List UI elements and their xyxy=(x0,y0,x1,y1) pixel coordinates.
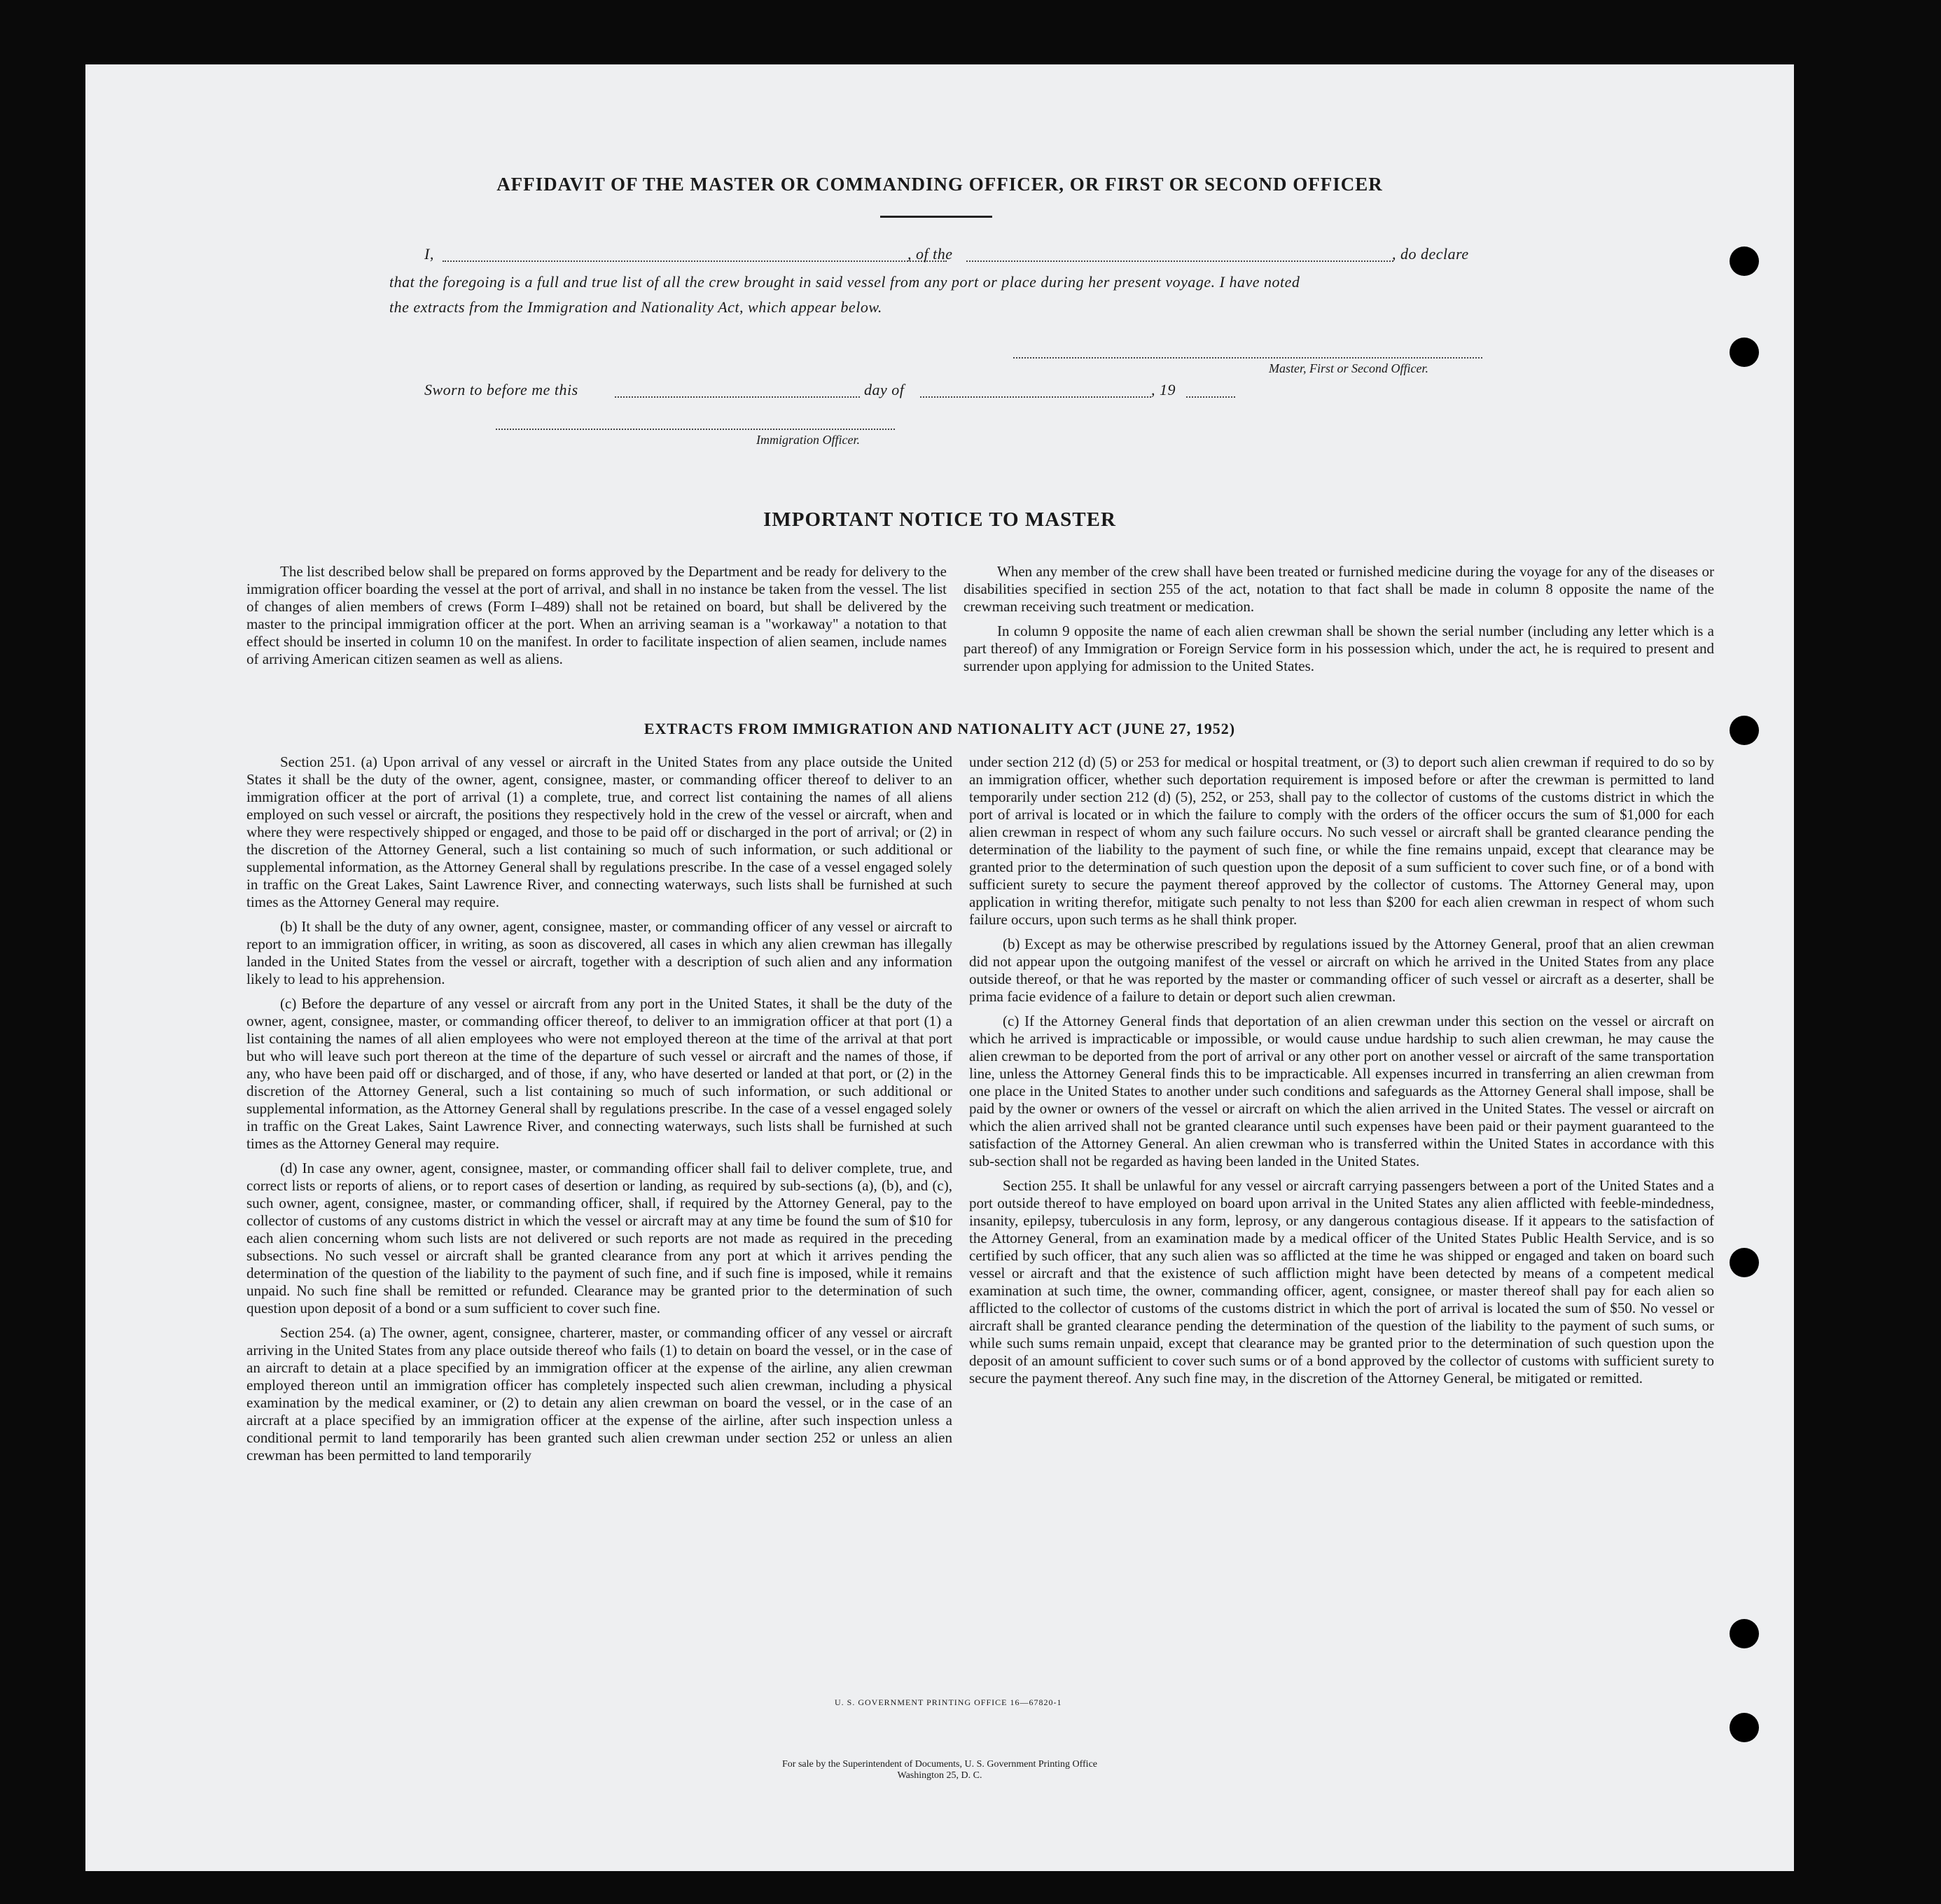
master-signature-label: Master, First or Second Officer. xyxy=(1269,361,1428,375)
punch-hole xyxy=(1730,1713,1759,1742)
footer xyxy=(85,1759,1794,1781)
section-251d: (d) In case any owner, agent, consignee, master, or commanding officer shall fail to deliver complete, true, and correct lists or reports of aliens, or to report cases of desertion or landing, as required by sub-sections (a), (b), and (c), such owner, agent, consignee, master, or commanding officer, shall, if required by the Attorney General, pay to the collector of customs of any customs district in which the vessel or aircraft may at any time be found the sum of $10 for each alien concerning whom such lists are not delivered or such reports are not made as required in the preceding subsections. No such vessel or aircraft shall be granted clearance from any port at which it arrives pending the determination of the question of the liability to the payment of such fine, and if such fine is imposed, while it remains unpaid. No such fine shall be remitted or refunded. Clearance may be granted prior to the determination of such question upon deposit of a bond or a sum sufficient to cover such fine. xyxy=(246,1160,952,1316)
sworn-label: Sworn to before me this xyxy=(424,381,578,398)
printer-line: U. S. GOVERNMENT PRINTING OFFICE 16—67820-1 xyxy=(835,1697,1062,1707)
footer-line-1: For sale by the Superintendent of Documents, U. S. Government Printing Office xyxy=(782,1759,1097,1770)
vessel-blank[interactable] xyxy=(966,260,1393,262)
section-254a-continued: under section 212 (d) (5) or 253 for medical or hospital treatment, or (3) to deport such alien crewman if required to do so by an immigration officer, whether such deportation requirement is imposed before or after the crewman is permitted to land temporarily under section 212 (d) (5), 252, or 253, shall pay to the collector of customs of the customs district in which the port of arrival is located or in which the failure to comply with the orders of the officer occurs the sum of $1,000 for each alien crewman in respect of whom any such failure occurs. No such vessel or aircraft shall be granted clearance pending the determination of the liability to the payment of such fine, or while the fine remains unpaid, except that clearance may be granted prior to the determination of such question upon the deposit of a sum sufficient to cover such fine, or of a bond with sufficient surety to secure the payment thereof approved by the collector of customs. The Attorney General may, upon application in writing therefor, mitigate such penalty to not less than $200 for each alien crewman in respect of whom such failure occurs, upon such terms as he shall think proper. xyxy=(969,753,1714,928)
affidavit-line1-end: , do declare xyxy=(1392,245,1469,263)
extracts-title: EXTRACTS FROM IMMIGRATION AND NATIONALITY ACT (JUNE 27, 1952) xyxy=(643,720,1236,737)
affidavit-line1-mid: , of the xyxy=(907,245,953,263)
immigration-officer-signature-line[interactable] xyxy=(496,429,895,430)
affidavit-line3: the extracts from the Immigration and Nationality Act, which appear below. xyxy=(389,298,882,316)
immigration-officer-label: Immigration Officer. xyxy=(756,433,860,447)
year-blank[interactable] xyxy=(1186,396,1235,398)
section-251c: (c) Before the departure of any vessel or aircraft from any port in the United States, it shall be the duty of the owner, agent, consignee, master, or commanding officer thereof, to deliver to an immigration officer at that port (1) a list containing the names of all alien employees who were not employed thereon at the time of the arrival at that port but who will leave such port thereon at the time of the departure of such vessel or aircraft and the names of those, if any, who have been paid off or discharged, and of those, if any, who have deserted or landed at that port, or (2) in the discretion of the Attorney General, such a list containing so much of such information, or such additional or supplemental information, as the Attorney General shall by regulations prescribe. In the case of a vessel engaged solely in traffic on the Great Lakes, Saint Lawrence River, and connecting waterways, such lists shall be furnished at such times as the Attorney General may require. xyxy=(246,995,952,1152)
punch-hole xyxy=(1730,716,1759,745)
punch-hole xyxy=(1730,338,1759,367)
day-of-label: day of xyxy=(864,381,905,398)
day-blank[interactable] xyxy=(615,396,860,398)
title-rule xyxy=(880,216,992,218)
notice-left-paragraph: The list described below shall be prepared on forms approved by the Department and be ready for delivery to the immigration officer boarding the vessel at the port of arrival, and shall in no instance be taken from the vessel. The list of changes of alien members of crews (Form I–489) shall not be retained on board, but shall be delivered by the master to the principal immigration officer at the port. When an arriving seaman is a "workaway" a notation to that effect should be inserted in column 10 on the manifest. In order to facilitate inspection of alien seamen, include names of arriving American citizen seamen as well as aliens. xyxy=(246,563,947,667)
section-255: Section 255. It shall be unlawful for any vessel or aircraft carrying passengers between a port of the United States and a port outside thereof to have employed on board upon arrival in the United States any alien afflicted with feeble-mindedness, insanity, epilepsy, tuberculosis in any form, leprosy, or any dangerous contagious disease. If it appears to the satisfaction of the Attorney General, from an examination made by a medical officer of the United States Public Health Service, and is so certified by such officer, that any such alien was so afflicted at the time he was shipped or engaged and taken on board such vessel or aircraft and that the existence of such affliction might have been detected by means of a competent medical examination at such time, the owner, commanding officer, agent, consignee, or master thereof shall pay for each alien so afflicted to the collector of customs of the customs district in which the port of arrival is located the sum of $50. No vessel or aircraft shall be granted clearance pending the determination of the question of the liability to the payment of such sums, or while such sums remain unpaid, except that clearance may be granted prior to the determination of such question upon the deposit of an amount sufficient to cover such sums or of a bond approved by the collector of customs with sufficient surety to secure the payment thereof. Any such fine may, in the discretion of the Attorney General, be mitigated or remitted. xyxy=(969,1177,1714,1387)
affidavit-line1-start: I, xyxy=(424,245,434,263)
master-signature-line[interactable] xyxy=(1013,357,1482,359)
name-blank[interactable] xyxy=(443,260,947,262)
punch-hole xyxy=(1730,1248,1759,1277)
punch-hole xyxy=(1730,246,1759,276)
extracts-left-column xyxy=(246,753,952,1471)
month-blank[interactable] xyxy=(920,396,1151,398)
punch-hole xyxy=(1730,1619,1759,1648)
section-254b: (b) Except as may be otherwise prescribed by regulations issued by the Attorney General, proof that an alien crewman did not appear upon the outgoing manifest of the vessel or aircraft on which he arrived in the United States from any place outside thereof, or that he was reported by the master or commanding officer of such vessel or aircraft as a deserter, shall be prima facie evidence of a failure to detain or deport such alien crewman. xyxy=(969,936,1714,1005)
section-251a: Section 251. (a) Upon arrival of any vessel or aircraft in the United States from any place outside the United States it shall be the duty of the owner, agent, consignee, master, or commanding officer thereof to deliver to an immigration officer at the port of arrival (1) a complete, true, and correct list containing the names of all aliens employed on such vessel or aircraft, the positions they respectively hold in the crew of the vessel or aircraft, when and where they were respectively shipped or engaged, and those to be paid off or discharged in the port of arrival; or (2) in the discretion of the Attorney General, such a list containing so much of such information, or such additional or supplemental information, as the Attorney General shall by regulations prescribe. In the case of a vessel engaged solely in traffic on the Great Lakes, Saint Lawrence River, and connecting waterways, such lists shall be furnished at such times as the Attorney General may require. xyxy=(246,753,952,910)
document-sheet xyxy=(85,64,1794,1871)
affidavit-line2: that the foregoing is a full and true list of all the crew brought in said vessel from any port or place during her present voyage. I have noted xyxy=(389,273,1300,291)
extracts-right-column xyxy=(969,753,1714,1394)
section-254a: Section 254. (a) The owner, agent, consignee, charterer, master, or commanding officer of any vessel or aircraft arriving in the United States from any place outside thereof who fails (1) to detain on board the vessel, or in the case of an aircraft to detain at a place specified by an immigration officer at the expense of the airline, any alien crewman employed thereon until an immigration officer has completely inspected such alien crewman, including a physical examination by the medical examiner, or (2) to detain any alien crewman on board the vessel, or in the case of an aircraft at a place specified by an immigration officer at the expense of the airline, after such inspection unless a conditional permit to land temporarily has been granted such alien crewman under section 252 or unless an alien crewman has been permitted to land temporarily xyxy=(246,1324,952,1464)
affidavit-title: AFFIDAVIT OF THE MASTER OR COMMANDING OFFICER, OR FIRST OR SECOND OFFICER xyxy=(496,174,1383,195)
footer-line-2: Washington 25, D. C. xyxy=(897,1770,982,1781)
notice-title: IMPORTANT NOTICE TO MASTER xyxy=(763,508,1116,531)
notice-left-column xyxy=(246,563,947,675)
notice-right-paragraph-2: In column 9 opposite the name of each alien crewman shall be shown the serial number (including any letter which is a part thereof) of any Immigration or Foreign Service form in his possession which, under the act, he is required to present and surrender upon applying for admission to the United States. xyxy=(963,623,1714,674)
year-label: , 19 xyxy=(1151,381,1176,398)
notice-right-paragraph-1: When any member of the crew shall have been treated or furnished medicine during the voyage for any of the diseases or disabilities specified in section 255 of the act, notation to that fact shall be made in column 8 opposite the name of the crewman receiving such treatment or medication. xyxy=(963,563,1714,615)
section-251b: (b) It shall be the duty of any owner, agent, consignee, master, or commanding officer of any vessel or aircraft to report to an immigration officer, in writing, as soon as discovered, all cases in which any alien crewman has illegally landed in the United States from the vessel or aircraft, together with a description of such alien and any information likely to lead to his apprehension. xyxy=(246,918,952,987)
notice-right-column xyxy=(963,563,1714,682)
section-254c: (c) If the Attorney General finds that deportation of an alien crewman under this section on the vessel or aircraft on which he arrived is impracticable or impossible, or would cause undue hardship to such alien crewman, he may cause the alien crewman to be deported from the port of arrival or any other port on another vessel or aircraft of the same transportation line, unless the Attorney General finds this to be impracticable. All expenses incurred in transferring an alien crewman from one place in the United States to another under such conditions and safeguards as the Attorney General shall impose, shall be paid by the owner or owners of the vessel or aircraft on which the alien arrived in the United States. The vessel or aircraft on which the alien arrived shall not be granted clearance until such expenses have been paid or their payment guaranteed to the satisfaction of the Attorney General. An alien crewman who is transferred within the United States in accordance with this sub-section shall not be regarded as having been landed in the United States. xyxy=(969,1013,1714,1169)
